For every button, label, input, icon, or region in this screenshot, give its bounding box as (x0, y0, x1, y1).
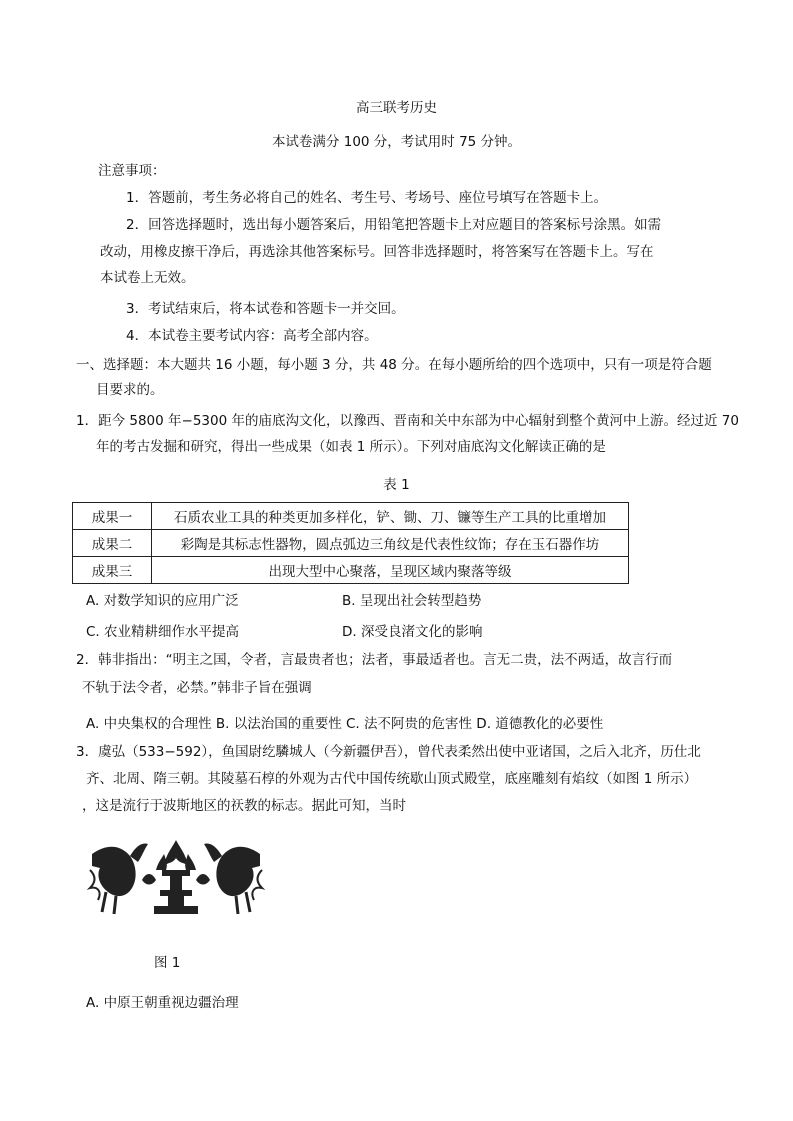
question-3-text: ，这是流行于波斯地区的祆教的标志。据此可知，当时 (82, 798, 406, 814)
question-1-text: 1．距今 5800 年−5300 年的庙底沟文化，以豫西、晋南和关中东部为中心辐射到整个黄河中上游。经过近 70 (76, 413, 739, 429)
exam-title: 高三联考历史 (356, 100, 437, 116)
question-2-text: 不轨于法令者，必禁。”韩非子旨在强调 (82, 680, 312, 696)
question-2-text: 2．韩非指出：“明主之国，令者，言最贵者也；法者，事最适者也。言无二贵，法不两适，故言行而 (76, 652, 673, 668)
figure-1-carving-image (86, 836, 266, 926)
table-cell-value: 出现大型中心聚落，呈现区域内聚落等级 (152, 557, 629, 584)
notice-title: 注意事项： (98, 163, 166, 179)
exam-subtitle: 本试卷满分 100 分，考试用时 75 分钟。 (271, 134, 522, 150)
table-row (73, 503, 629, 530)
results-table (72, 502, 629, 584)
notice-line: 本试卷上无效。 (100, 270, 195, 286)
table-caption: 表 1 (383, 477, 410, 493)
notice-line: 改动，用橡皮擦干净后，再选涂其他答案标号。回答非选择题时，将答案写在答题卡上。写在 (100, 244, 654, 260)
question-1-text: 年的考古发掘和研究，得出一些成果（如表 1 所示）。下列对庙底沟文化解读正确的是 (96, 439, 606, 455)
notice-line: 3．考试结束后，将本试卷和答题卡一并交回。 (126, 301, 405, 317)
section-heading: 一、选择题：本大题共 16 小题，每小题 3 分，共 48 分。在每小题所给的四个选项中，只有一项是符合题 (76, 357, 712, 373)
notice-line: 2．回答选择题时，选出每小题答案后，用铅笔把答题卡上对应题目的答案标号涂黑。如需 (126, 217, 662, 233)
table-cell-value: 彩陶是其标志性器物，圆点弧边三角纹是代表性纹饰；存在玉石器作坊 (152, 530, 629, 557)
notice-line: 1．答题前，考生务必将自己的姓名、考生号、考场号、座位号填写在答题卡上。 (126, 190, 608, 206)
notice-line: 4．本试卷主要考试内容：高考全部内容。 (126, 328, 378, 344)
question-1-option-d: D. 深受良渚文化的影响 (342, 624, 483, 640)
table-cell-label: 成果三 (73, 557, 152, 584)
table-cell-label: 成果二 (73, 530, 152, 557)
table-row (73, 530, 629, 557)
table-cell-label: 成果一 (73, 503, 152, 530)
question-2-options: A. 中央集权的合理性 B. 以法治国的重要性 C. 法不阿贵的危害性 D. 道德教化的必要性 (86, 716, 604, 732)
question-1-option-b: B. 呈现出社会转型趋势 (342, 593, 482, 609)
question-3-text: 3．虞弘（533−592），鱼国尉纥驎城人（今新疆伊吾），曾代表柔然出使中亚诸国，之后入北齐，历仕北 (76, 744, 701, 760)
question-1-option-a: A. 对数学知识的应用广泛 (86, 593, 239, 609)
figure-caption: 图 1 (154, 955, 181, 971)
question-3-text: 齐、北周、隋三朝。其陵墓石椁的外观为古代中国传统歇山顶式殿堂，底座雕刻有焰纹（如图 1 所示） (86, 771, 698, 787)
question-1-option-c: C. 农业精耕细作水平提高 (86, 624, 240, 640)
question-3-option-a: A. 中原王朝重视边疆治理 (86, 995, 239, 1011)
table-row (73, 557, 629, 584)
section-heading-cont: 目要求的。 (96, 382, 164, 398)
table-cell-value: 石质农业工具的种类更加多样化，铲、锄、刀、镰等生产工具的比重增加 (152, 503, 629, 530)
